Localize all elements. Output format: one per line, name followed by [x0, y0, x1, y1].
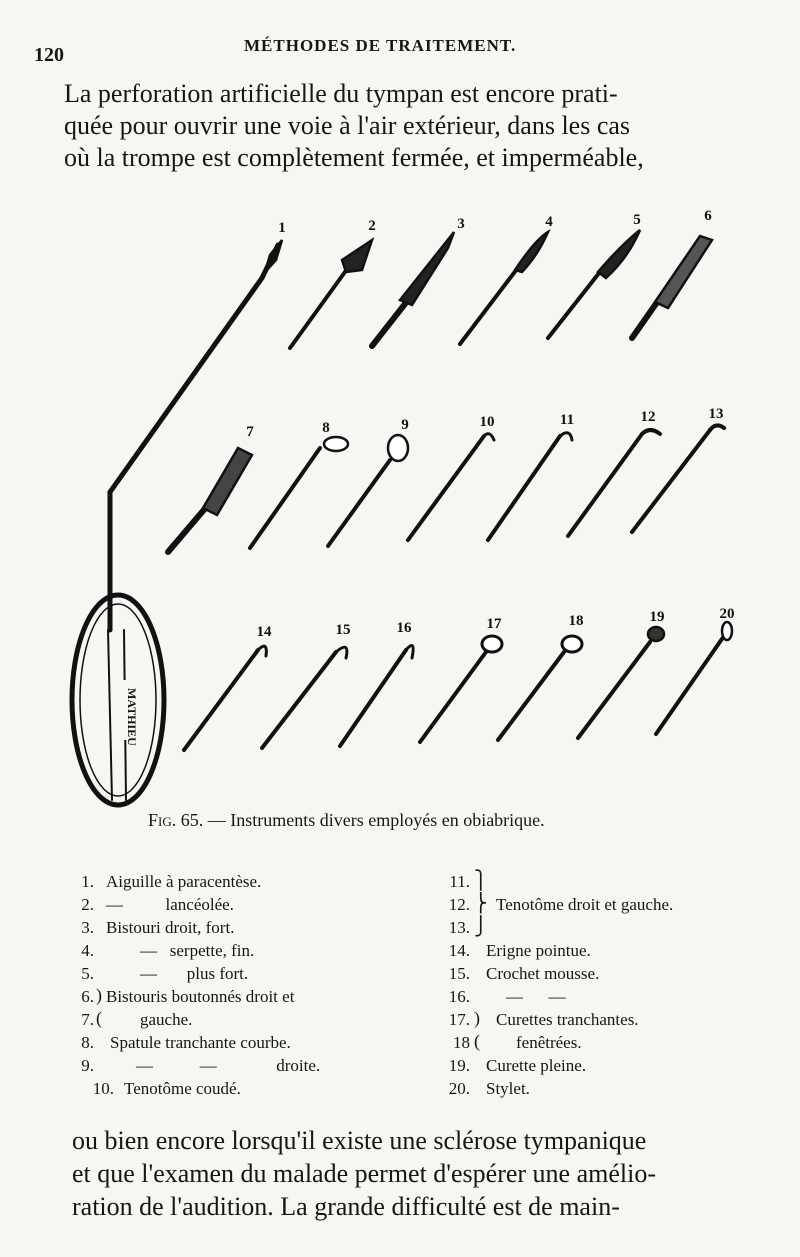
legend-number: 8. — [81, 1033, 94, 1052]
brace-glyph: ) — [96, 985, 102, 1005]
instrument-number-label: 14 — [256, 624, 272, 640]
legend-text: Bistouri droit, fort. — [106, 918, 235, 937]
legend-text: Curettes tranchantes. — [496, 1010, 639, 1029]
legend-number: 14. — [448, 941, 470, 960]
instrument-16-blunt-hook — [340, 646, 413, 747]
brace-glyph: ⎫ — [474, 870, 488, 890]
legend-number: 18 — [453, 1033, 470, 1052]
instrument-20-stylet — [656, 622, 732, 734]
instrument-number-label: 4 — [545, 214, 553, 230]
legend-text: Tenotôme coudé. — [124, 1079, 241, 1098]
instrument-18-fenestrated-curette — [498, 636, 582, 740]
legend-number: 15. — [448, 964, 470, 983]
instrument-19-full-curette — [578, 627, 664, 738]
instrument-4-serpette — [460, 232, 548, 344]
legend-text: — — — [506, 987, 566, 1006]
instrument-17-fenestrated-curette — [420, 636, 502, 742]
instrument-8-spatula-curved — [250, 437, 348, 548]
instrument-number-label: 6 — [704, 208, 712, 224]
handle-maker-stamp: MATHIEU — [125, 688, 139, 746]
legend-number: 17. — [448, 1010, 470, 1029]
legend-text: Curette pleine. — [486, 1056, 587, 1075]
instrument-number-label: 3 — [457, 216, 465, 232]
brace-glyph: ( — [474, 1031, 480, 1051]
instrument-number-label: 9 — [401, 417, 409, 433]
instrument-1-paracentesis-needle — [72, 240, 282, 805]
instrument-number-label: 5 — [633, 212, 641, 228]
brace-glyph: ⎬ — [474, 893, 488, 913]
legend-number: 2. — [81, 895, 94, 914]
instrument-number-label: 19 — [649, 609, 665, 625]
instrument-number-label: 16 — [396, 620, 412, 636]
legend-number: 11. — [449, 872, 470, 891]
legend-number: 1. — [81, 872, 94, 891]
instrument-2-lanceolate — [290, 240, 372, 348]
intro-line: où la trompe est complètement fermée, et imperméable, — [64, 143, 644, 172]
legend-text: Stylet. — [486, 1079, 530, 1098]
legend-number: 3. — [81, 918, 94, 937]
outro-line: et que l'examen du malade permet d'espérer une amélio- — [72, 1159, 656, 1188]
instrument-legend — [60, 872, 760, 1102]
instrument-number-label: 2 — [368, 218, 376, 234]
instrument-13-tenotome — [632, 425, 724, 532]
legend-text: Aiguille à paracentèse. — [106, 872, 262, 891]
intro-line: La perforation artificielle du tympan est encore prati- — [64, 79, 618, 108]
instrument-14-pointed-erigne — [184, 646, 266, 750]
legend-text: Spatule tranchante courbe. — [110, 1033, 291, 1052]
legend-text: — plus fort. — [140, 964, 249, 983]
instrument-7-buttoned-bistouri — [168, 448, 252, 552]
intro-paragraph — [64, 78, 734, 174]
brace-glyph: ⎭ — [474, 916, 488, 936]
page-number: 120 — [34, 44, 64, 66]
brace-glyph: ) — [474, 1008, 480, 1028]
legend-number: 7. — [81, 1010, 94, 1029]
instrument-number-label: 15 — [335, 622, 351, 638]
legend-text: gauche. — [140, 1010, 193, 1029]
instrument-3-bistouri — [372, 232, 454, 346]
instrument-number-label: 12 — [640, 409, 656, 425]
instrument-number-label: 17 — [486, 616, 502, 632]
legend-number: 13. — [448, 918, 470, 937]
instrument-6-buttoned-bistouri — [632, 236, 712, 338]
legend-text: — serpette, fin. — [140, 941, 255, 960]
legend-text: Crochet mousse. — [486, 964, 600, 983]
closing-paragraph — [72, 1124, 772, 1223]
legend-number: 16. — [448, 987, 470, 1006]
caption-prefix: Fig. 65. — [148, 810, 204, 830]
legend-text: Bistouris boutonnés droit et — [106, 987, 295, 1006]
legend-number: 10. — [92, 1079, 114, 1098]
instrument-number-label: 20 — [719, 606, 735, 622]
legend-text: fenêtrées. — [516, 1033, 582, 1052]
instrument-number-label: 10 — [479, 414, 495, 430]
legend-text: — lancéolée. — [106, 895, 234, 914]
instrument-number-label: 1 — [278, 220, 286, 236]
figure-caption — [148, 810, 545, 831]
legend-number: 9. — [81, 1056, 94, 1075]
legend-text: — — droite. — [136, 1056, 321, 1075]
legend-text: Tenotôme droit et gauche. — [496, 895, 674, 914]
caption-text: — Instruments divers employés en obiabrique. — [207, 810, 545, 830]
instrument-number-label: 13 — [708, 406, 724, 422]
legend-number: 4. — [81, 941, 94, 960]
legend-text: Erigne pointue. — [486, 941, 591, 960]
instrument-number-label: 7 — [246, 424, 254, 440]
legend-number: 19. — [448, 1056, 470, 1075]
outro-line: ration de l'audition. La grande difficulté est de main- — [72, 1192, 620, 1221]
legend-number: 12. — [448, 895, 470, 914]
instrument-15-blunt-hook — [262, 647, 347, 748]
intro-line: quée pour ouvrir une voie à l'air extérieur, dans les cas — [64, 111, 631, 140]
instrument-12-tenotome — [568, 430, 660, 536]
instrument-5-serpette-strong — [548, 230, 640, 338]
running-title: MÉTHODES DE TRAITEMENT. — [244, 36, 517, 55]
instrument-number-label: 18 — [568, 613, 584, 629]
instrument-number-label: 8 — [322, 420, 330, 436]
legend-number: 20. — [448, 1079, 470, 1098]
brace-glyph: ( — [96, 1008, 102, 1028]
instrument-10-bent-tenotome — [408, 434, 494, 540]
outro-line: ou bien encore lorsqu'il existe une sclérose tympanique — [72, 1126, 647, 1155]
instrument-number-label: 11 — [559, 412, 575, 428]
legend-number: 6. — [81, 987, 94, 1006]
legend-number: 5. — [81, 964, 94, 983]
instrument-11-tenotome — [488, 433, 572, 540]
instrument-figure — [0, 200, 800, 820]
